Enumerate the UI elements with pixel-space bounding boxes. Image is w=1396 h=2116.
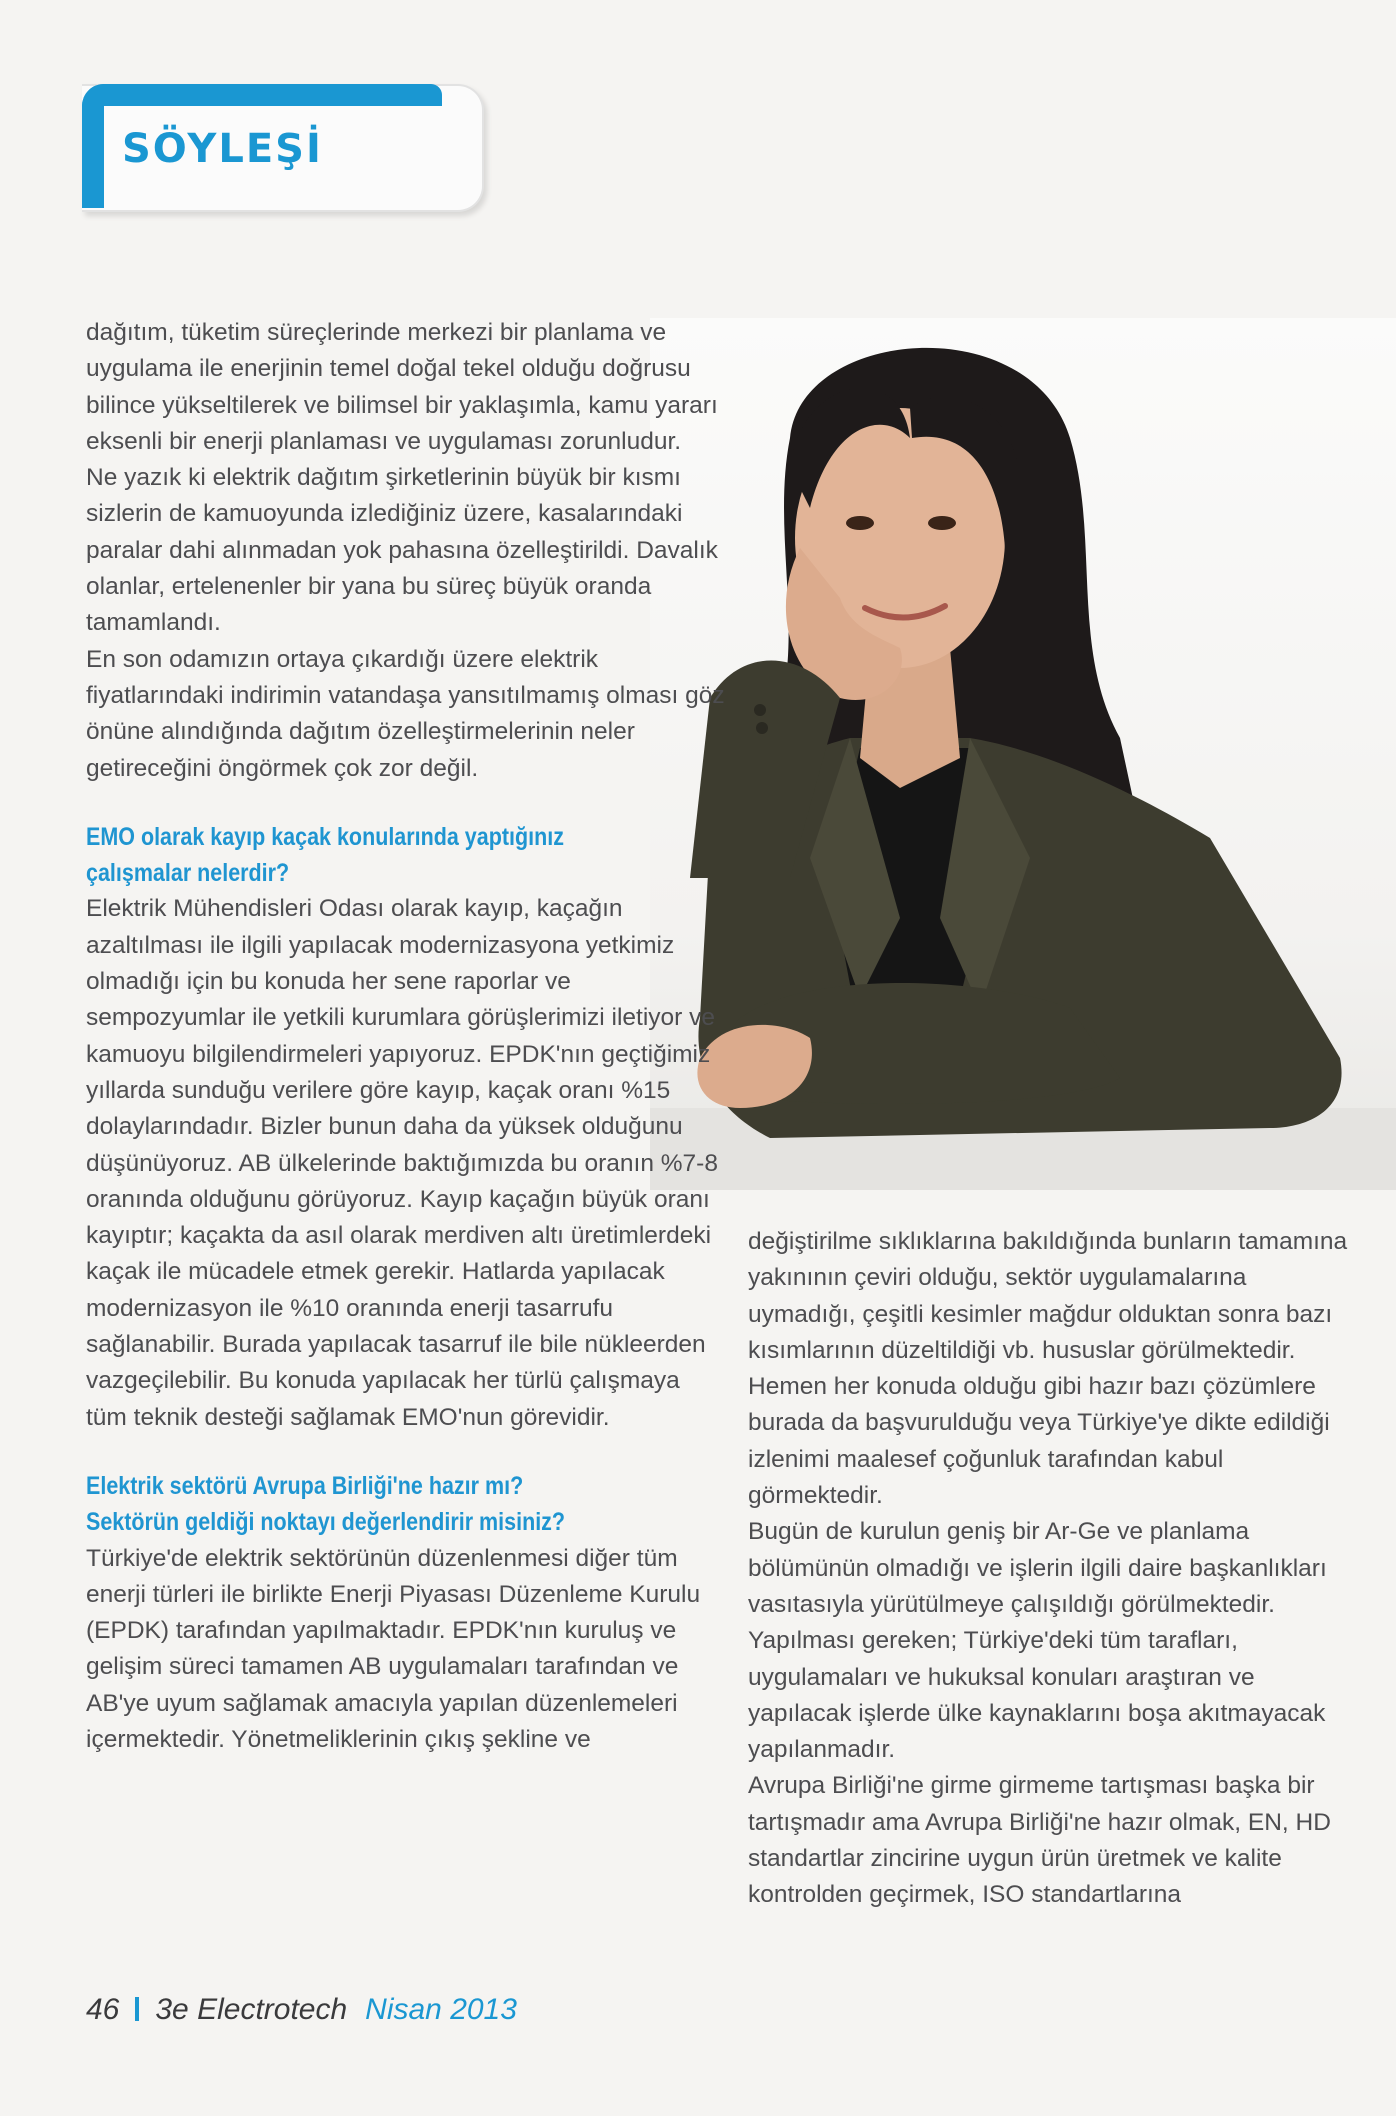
left-column <box>86 315 726 1758</box>
page-number: 46 <box>86 1993 120 2026</box>
paragraph: En son odamızın ortaya çıkardığı üzere elektrik fiyatlarındaki indirimin vatandaşa yansıtılmamış olması göz önüne alındığında dağıtım özelleştirmelerinin neler getireceğini öngörmek çok zor değil. <box>86 645 725 782</box>
interview-question: Elektrik sektörü Avrupa Birliği'ne hazır mı? Sektörün geldiği noktayı değerlendirir misiniz? <box>86 1471 566 1537</box>
paragraph: değiştirilme sıklıklarına bakıldığında bunların tamamına yakınının çeviri olduğu, sektör uygulamalarına uymadığı, çeşitli kesimler mağdur olduktan sonra bazı kısımlarının düzeltildiği vb. hususlar görülmektedir. Hemen her konuda olduğu gibi hazır bazı çözümlere burada da başvurulduğu veya Türkiye'ye dikte edildiği izlenimi maalesef çoğunluk tarafından kabul görmektedir. <box>748 1228 1348 1510</box>
issue-date: Nisan 2013 <box>365 1993 517 2026</box>
footer-divider <box>135 1997 139 2021</box>
section-title: SÖYLEŞİ <box>122 126 323 172</box>
paragraph: Ne yazık ki elektrik dağıtım şirketlerinin büyük bir kısmı sizlerin de kamuoyunda izlediğiniz üzere, kasalarındaki paralar dahi alınmadan yok pahasına özelleştirildi. Davalık olanlar, ertelenenler bir yana bu süreç büyük oranda tamamlandı. <box>86 464 718 637</box>
page-footer <box>86 1993 517 2027</box>
paragraph: dağıtım, tüketim süreçlerinde merkezi bir planlama ve uygulama ile enerjinin temel doğal tekel olduğu doğrusu bilince yükseltilerek ve bilimsel bir yaklaşımla, kamu yararı eksenli bir enerji planlaması ve uygulaması zorunludur. <box>86 319 718 455</box>
interview-question: EMO olarak kayıp kaçak konularında yaptığınız çalışmalar nelerdir? <box>86 822 564 888</box>
answer-paragraph: Türkiye'de elektrik sektörünün düzenlenmesi diğer tüm enerji türleri ile birlikte Enerji Piyasası Düzenleme Kurulu (EPDK) tarafından yapılmaktadır. EPDK'nın kuruluş ve gelişim süreci tamamen AB uygulamaları tarafından ve AB'ye uyum sağlamak amacıyla yapılan düzenlemeleri içermektedir. Yönetmeliklerinin çıkış şekline ve <box>86 1544 701 1753</box>
magazine-name: 3e Electrotech <box>155 1993 348 2026</box>
portrait-photo <box>650 318 1396 1190</box>
paragraph: Avrupa Birliği'ne girme girmeme tartışması başka bir tartışmadır ama Avrupa Birliği'ne hazır olmak, EN, HD standartlar zincirine uygun ürün üretmek ve kalite kontrolden geçirmek, ISO standartlarına <box>748 1772 1331 1909</box>
portrait-illustration <box>650 318 1396 1190</box>
right-column <box>748 1224 1358 1914</box>
paragraph: Bugün de kurulun geniş bir Ar-Ge ve planlama bölümünün olmadığı ve işlerin ilgili daire başkanlıkları vasıtasıyla yürütülmeye çalışıldığı görülmektedir. Yapılması gereken; Türkiye'deki tüm tarafları, uygulamaları ve hukuksal konuları araştıran ve yapılacak işlerde ülke kaynaklarını boşa akıtmayacak yapılanmadır. <box>748 1518 1327 1764</box>
section-tab-bar <box>82 84 442 106</box>
answer-paragraph: Elektrik Mühendisleri Odası olarak kayıp, kaçağın azaltılması ile ilgili yapılacak modernizasyona yetkimiz olmadığı için bu konuda her sene raporlar ve sempozyumlar ile yetkili kurumlara görüşlerimizi iletiyor ve kamuoyu bilgilendirmeleri yapıyoruz. EPDK'nın geçtiğimiz yıllarda sunduğu verilere göre kayıp, kaçak oranı %15 dolaylarındadır. Bizler bunun daha da yüksek olduğunu düşünüyoruz. AB ülkelerinde baktığımızda bu oranın %7-8 oranında olduğunu görüyoruz. Kayıp kaçağın büyük oranı kayıptır; kaçakta da asıl olarak merdiven altı üretimlerdeki kaçak ile mücadele etmek gerekir. Hatlarda yapılacak modernizasyon ile %10 oranında enerji tasarrufu sağlanabilir. Burada yapılacak tasarruf ile bile nükleerden vazgeçilebilir. Bu konuda yapılacak her türlü çalışmaya tüm teknik desteği sağlamak EMO'nun görevidir. <box>86 895 718 1431</box>
